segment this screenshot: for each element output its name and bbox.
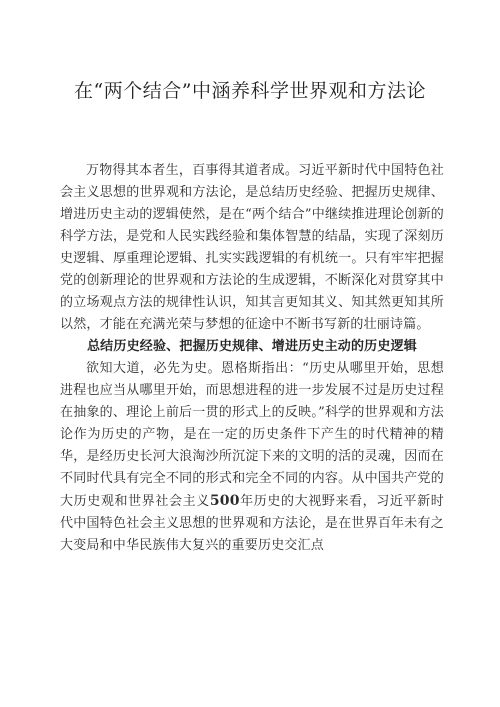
intro-paragraph: 万物得其本者生，百事得其道者成。习近平新时代中国特色社会主义思想的世界观和方法论，是总结历史经验、把握历史规律、增进历史主动的逻辑使然，是在“两个结合”中继续推进理论创新的科学方法，是党和人民实践经验和集体智慧的结晶，实现了深刻历史逻辑、厚重理论逻辑、扎实实践逻辑的有机统一。只有牢牢把握党的创新理论的世界观和方法论的生成逻辑，不断深化对贯穿其中的立场观点方法的规律性认识，知其言更知其义、知其然更知其所以然，才能在充满光荣与梦想的征途中不断书写新的壮丽诗篇。 xyxy=(60,163,444,332)
section-paragraph-part1: 欲知大道，必先为史。恩格斯指出：“历史从哪里开始，思想进程也应当从哪里开始，而思想进程的进一步发展不过是历史过程在抽象的、理论上前后一贯的形式上的反映。”科学的世界观和方法论作为历史的产物，是在一定的历史条件下产生的时代精神的精华，是经历史长河大浪淘沙所沉淀下来的文明的活的灵魂，因而在不同时代具有完全不同的形式和完全不同的内容。从中国共产党的大历史观和世界社会主义 xyxy=(60,361,444,509)
highlight-number: 500 xyxy=(209,493,240,509)
section-paragraph xyxy=(60,358,444,557)
section-heading: 总结历史经验、把握历史规律、增进历史主动的历史逻辑 xyxy=(86,339,417,354)
document-title: 在“两个结合”中涵养科学世界观和方法论 xyxy=(74,80,426,102)
document-body xyxy=(60,160,444,557)
section-paragraph-part2: 年历史的大视野来看，习近平新时代中国特色社会主义思想的世界观和方法论，是在世界百年未有之大变局和中华民族伟大复兴的重要历史交汇点 xyxy=(60,494,444,553)
